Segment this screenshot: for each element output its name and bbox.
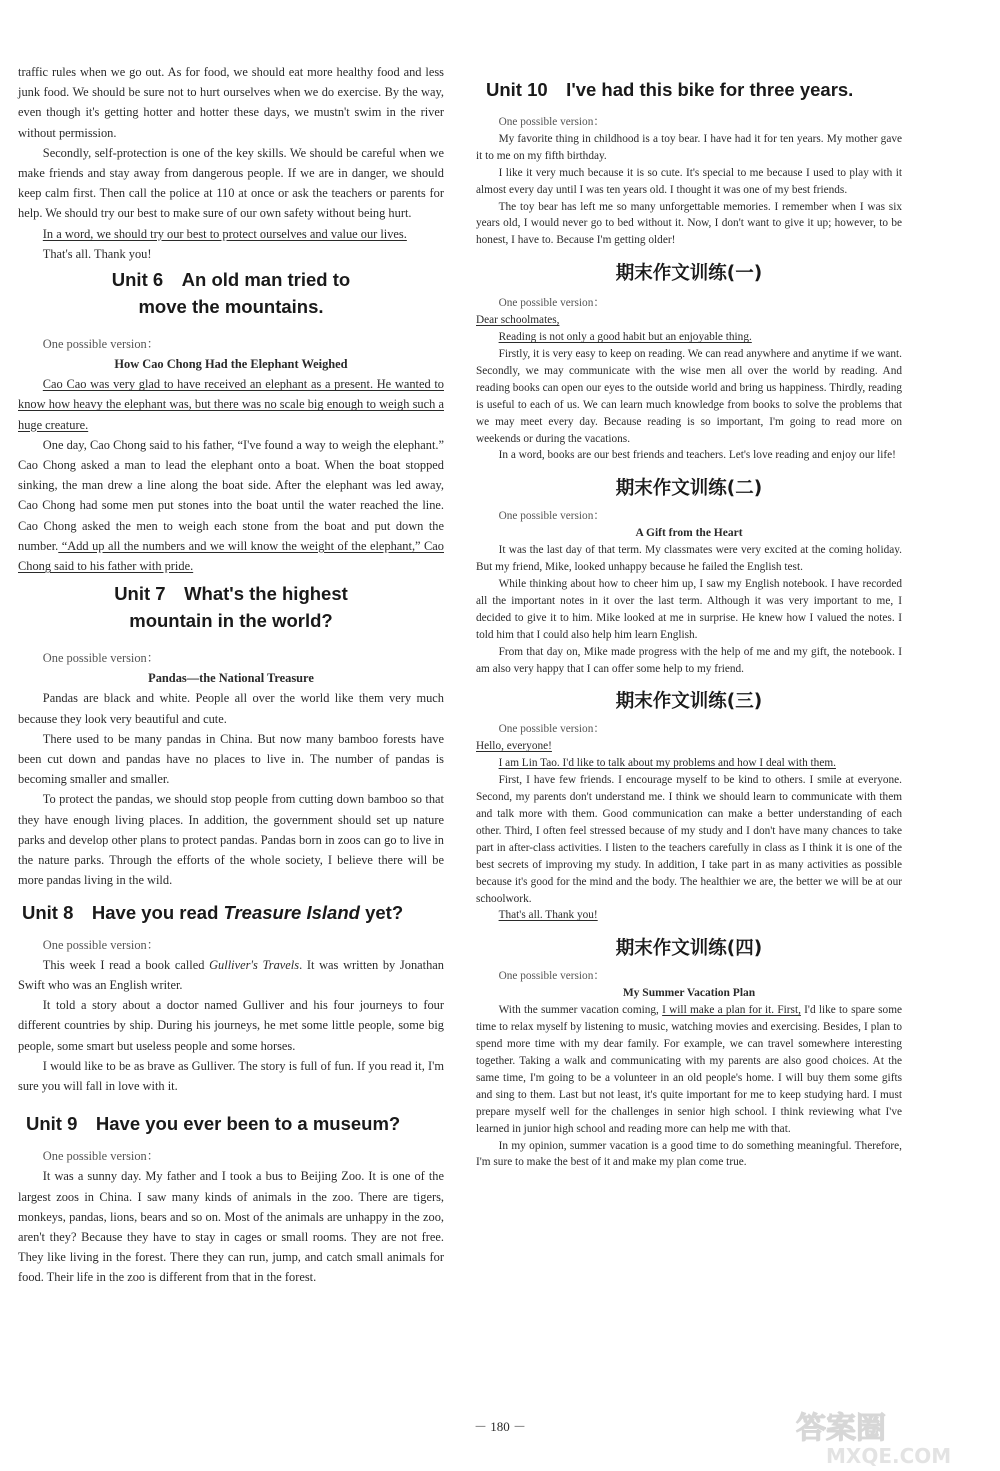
essay-paragraph: Firstly, it is very easy to keep on reading. We can read anywhere and anytime if we want. Secondly, we may communicate with the wise men all over the world by reading. And reading books can open our eyes to the outside world and bring us happiness. Thirdly, reading is useful to each of us. We can learn much knowledge from books to solve the problems that we may meet every day. Because reading is so important, I'm going to read more on weekends or during the vacations. bbox=[476, 347, 902, 445]
version-label: One possible version： bbox=[498, 116, 605, 128]
essay-text-underlined: “Add up all the numbers and we will know the weight of the elephant,” Cao Chong said to his father with pride. bbox=[18, 538, 444, 574]
essay-paragraph: Secondly, self-protection is one of the key skills. We should be careful when we make friends and stay away from dangerous people. If we are in danger, we should keep calm first. Then call the police at 110 at once or ask the teachers or parents for help. We should try our best to make sure of our own safety without being hurt. bbox=[18, 145, 444, 221]
essay-title: A Gift from the Heart bbox=[635, 527, 743, 540]
heading-text: yet? bbox=[359, 901, 404, 923]
watermark-logo bbox=[786, 1408, 991, 1468]
final-practice-1-heading: 期末作文训练(一) bbox=[615, 263, 763, 285]
essay-paragraph bbox=[18, 435, 444, 576]
essay-text-underlined: I will make a plan for it. First, bbox=[662, 1004, 801, 1017]
essay-paragraph bbox=[18, 955, 444, 995]
essay-text: This week I read a book called bbox=[42, 957, 210, 972]
unit6-heading: Unit 6 An old man tried to move the mountains. bbox=[111, 269, 351, 318]
essay-text: With the summer vacation coming, bbox=[498, 1004, 663, 1017]
essay-paragraph: I would like to be as brave as Gulliver. The story is full of fun. If you read it, I'm sure you will fall in love with it. bbox=[18, 1058, 444, 1093]
essay-text: . It was written by Jonathan Swift who was an English writer. bbox=[18, 957, 444, 992]
essay-paragraph: I like it very much because it is so cute. It's special to me because I used to play with it almost every day until I was ten years old. I thought it was one of my best friends. bbox=[476, 166, 902, 196]
version-label: One possible version： bbox=[42, 937, 160, 952]
final-practice-2-heading: 期末作文训练(二) bbox=[615, 478, 763, 500]
version-label: One possible version： bbox=[498, 510, 605, 523]
book-title: Treasure Island bbox=[223, 901, 360, 923]
left-column bbox=[18, 62, 444, 1288]
essay-paragraph: There used to be many pandas in China. But now many bamboo forests have been cut down and pandas have no places to live in. The number of pandas is becoming smaller and smaller. bbox=[18, 731, 444, 787]
essay-paragraph: In my opinion, summer vacation is a good time to do something meaningful. Therefore, I'm sure to make the best of it and make my plan come true. bbox=[476, 1139, 902, 1169]
svg-text:MXQE.COM: MXQE.COM bbox=[826, 1444, 952, 1468]
unit9-heading: Unit 9 Have you ever been to a museum? bbox=[26, 1113, 401, 1135]
unit8-heading bbox=[22, 899, 444, 925]
essay-paragraph: From that day on, Mike made progress with the help of me and my gift, the notebook. I am also very happy that I can offer some help to my friend. bbox=[476, 645, 902, 675]
essay-title: Pandas—the National Treasure bbox=[148, 671, 314, 686]
page-number: － 180 － bbox=[473, 1419, 526, 1434]
essay-paragraph-underlined: Cao Cao was very glad to have received an elephant as a present. He wanted to know how heavy the elephant was, but there was no scale big enough to weigh such a huge creature. bbox=[18, 377, 444, 432]
essay-paragraph: To protect the pandas, we should stop people from cutting down bamboo so that they have enough living places. In addition, the government should set up nature parks and develop other plans to protect pandas. Pandas born in zoos can go to live in the nature parks. Through the efforts of the whole society, I believe there will be more pandas living in the wild. bbox=[18, 792, 444, 888]
essay-closing: That's all. Thank you! bbox=[42, 246, 152, 261]
letter-greeting: Dear schoolmates, bbox=[476, 314, 560, 327]
essay-text: One day, Cao Chong said to his father, “I've found a way to weigh the elephant.” Cao Chong asked a man to lead the elephant onto a boat. When the boat stopped sinking, the man drew a line along the boat side. After the elephant was led away, Cao Chong had some men put stones into the boat until the water reached the line. Cao Chong asked the men to weigh each stone from the boat and put down the number. bbox=[18, 437, 444, 553]
version-label: One possible version： bbox=[498, 723, 605, 736]
version-label: One possible version： bbox=[42, 337, 160, 352]
version-label: One possible version： bbox=[42, 651, 160, 666]
greeting: Hello, everyone! bbox=[476, 740, 552, 753]
essay-paragraph: traffic rules when we go out. As for food, we should eat more healthy food and less junk food. We should be sure not to hurt ourselves when we do exercise. By the way, even though it's getting hotter and hotter these days, we mustn't swim in the river without permission. bbox=[18, 65, 444, 140]
essay-paragraph: In a word, books are our best friends and teachers. Let's love reading and enjoy our life! bbox=[498, 449, 896, 462]
essay-paragraph: It was a sunny day. My father and I took a bus to Beijing Zoo. It is one of the largest zoos in China. I saw many kinds of animals in the zoo. There are tigers, monkeys, pandas, lions, bears and so on. Most of the animals are unhappy in the zoo, aren't they? Because they have to stay in cages or small rooms. They are not free. They like living in the forest. There they can run, jump, and catch small animals for food. Their life in the zoo is different from that in the forest. bbox=[18, 1169, 444, 1285]
version-label: One possible version： bbox=[498, 970, 605, 983]
version-label: One possible version： bbox=[498, 297, 605, 310]
unit7-heading: Unit 7 What's the highest mountain in the world? bbox=[114, 583, 348, 632]
essay-paragraph: Pandas are black and white. People all over the world like them very much because they look very beautiful and cute. bbox=[18, 691, 444, 726]
essay-paragraph bbox=[476, 1002, 902, 1137]
svg-text:答案圈: 答案圈 bbox=[796, 1411, 886, 1446]
essay-text: I'd like to spare some time to relax myself by listening to music, watching movies and exercising. Besides, I plan to spend more time with my dear family. For example, we can travel somewhere interesting together. Taking a walk and communicating with my parents are also good choices. At the same time, I'm going to be a volunteer in an old people's home. I will buy them some gifts and sing to them. Last but not least, it's quite important for me to keep studying hard. I must prepare myself well for the challenges in senior high school. I think reviewing what I've learned in junior high school and reading more can help me with that. bbox=[476, 1004, 902, 1135]
unit10-heading: Unit 10 I've had this bike for three years. bbox=[486, 79, 854, 100]
heading-text: Unit 8 Have you read bbox=[22, 901, 224, 923]
essay-paragraph: It told a story about a doctor named Gulliver and his four journeys to four different countries by ship. During his journeys, he met some little people, some big people, some smart but useless people and some horses. bbox=[18, 998, 444, 1053]
essay-closing: That's all. Thank you! bbox=[498, 909, 598, 922]
essay-title: My Summer Vacation Plan bbox=[622, 987, 756, 1000]
essay-paragraph: The toy bear has left me so many unforgettable memories. I remember when I was six years old, I would never go to bed without it. Now, I don't want to give it up; however, to be honest, I have to. Because I'm getting older! bbox=[476, 200, 902, 247]
essay-paragraph: First, I have few friends. I encourage myself to be kind to others. I smile at everyone. Second, my parents don't understand me. I think we should learn to communicate with them and talk more with them. Good communication can make a better understanding of each other. Third, I often feel stressed because of my study and I don't have many chances to take part in after-class activities. I listen to the teachers carefully in class as I think it is one of the best secrets of improving my study. In addition, I take part in as many activities as possible because it's good for the mind and the body. The healthier we are, the better we will be at our schoolwork. bbox=[476, 774, 902, 905]
final-practice-3-heading: 期末作文训练(三) bbox=[615, 691, 763, 713]
essay-paragraph-underlined: Reading is not only a good habit but an enjoyable thing. bbox=[498, 331, 752, 344]
essay-paragraph: While thinking about how to cheer him up, I saw my English notebook. I have recorded all the important notes in it over the last term. Although it was very important to me, I decided to give it to him. Mike looked at me in surprise. He knew how I valued the notes. I told him that I could also help him learn English. bbox=[476, 578, 902, 641]
essay-paragraph-underlined: I am Lin Tao. I'd like to talk about my problems and how I deal with them. bbox=[498, 757, 836, 770]
final-practice-4-heading: 期末作文训练(四) bbox=[615, 938, 763, 960]
book-title: Gulliver's Travels bbox=[209, 957, 300, 972]
right-column bbox=[476, 62, 902, 1171]
essay-paragraph: It was the last day of that term. My classmates were very excited at the coming holiday. But my friend, Mike, looked unhappy because he failed the English test. bbox=[476, 544, 902, 574]
essay-paragraph-underlined: In a word, we should try our best to protect ourselves and value our lives. bbox=[42, 226, 407, 241]
version-label: One possible version： bbox=[42, 1149, 160, 1164]
essay-paragraph: My favorite thing in childhood is a toy bear. I have had it for ten years. My mother gave it to me on my fifth birthday. bbox=[476, 132, 902, 162]
essay-title: How Cao Chong Had the Elephant Weighed bbox=[114, 357, 348, 372]
